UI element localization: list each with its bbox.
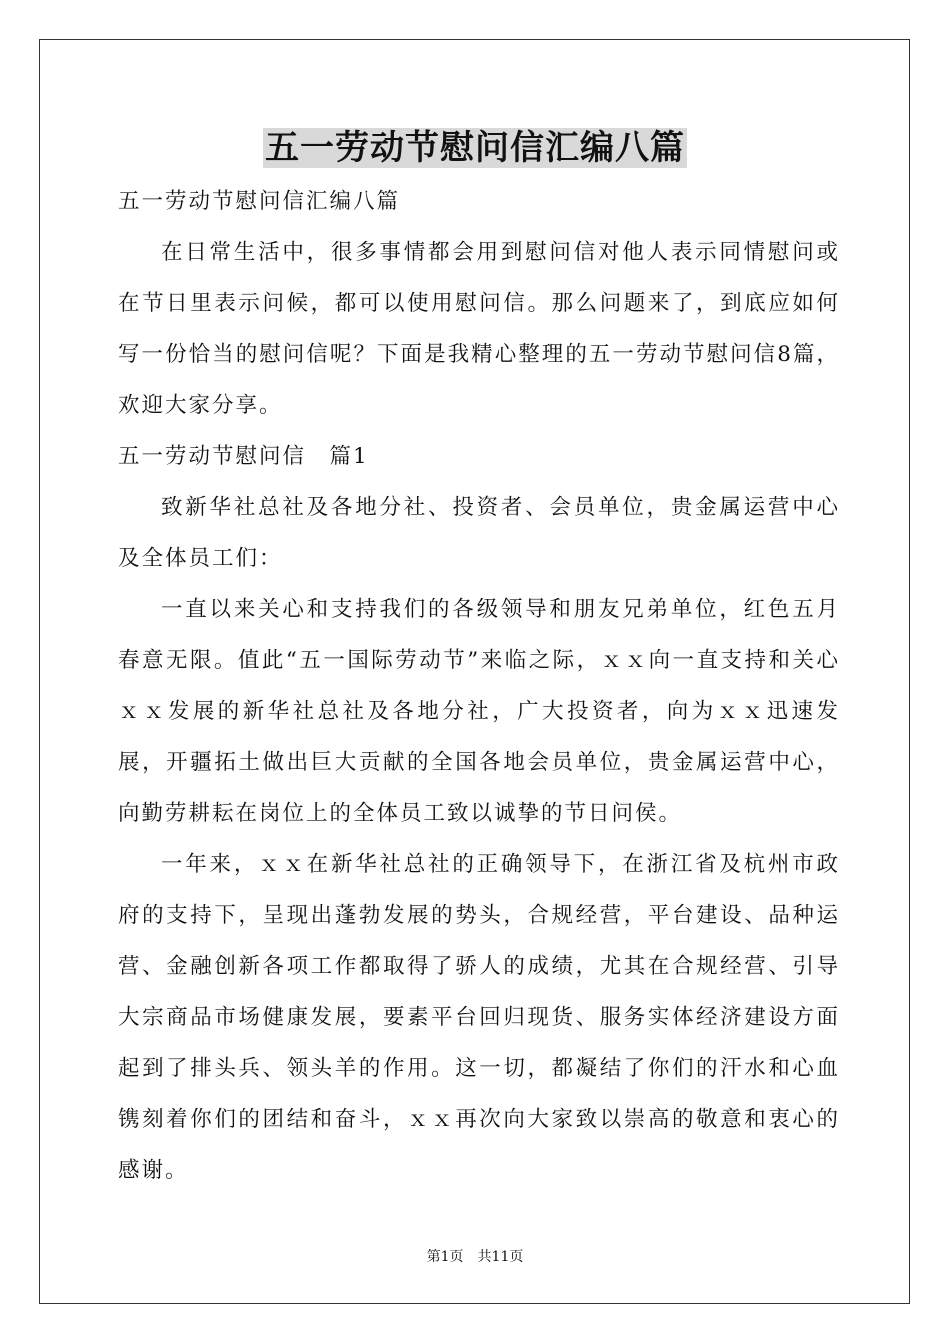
salutation-paragraph: 致新华社总社及各地分社、投资者、会员单位，贵金属运营中心及全体员工们：	[118, 495, 840, 571]
body-paragraph: 一直以来关心和支持我们的各级领导和朋友兄弟单位，红色五月春意无限。值此“五一国际劳动节”来临之际，ｘｘ向一直支持和关心ｘｘ发展的新华社总社及各地分社，广大投资者，向为ｘｘ迅速发展，开疆拓土做出巨大贡献的全国各地会员单位，贵金属运营中心，向勤劳耕耘在岗位上的全体员工致以诚挚的节日问侯。	[118, 597, 840, 826]
document-body	[118, 176, 840, 1196]
section-heading: 五一劳动节慰问信 篇1	[118, 444, 369, 469]
page-footer	[0, 1248, 950, 1266]
document-title	[0, 124, 950, 172]
intro-paragraph: 在日常生活中，很多事情都会用到慰问信对他人表示同情慰问或在节日里表示问候，都可以使用慰问信。那么问题来了，到底应如何写一份恰当的慰问信呢？下面是我精心整理的五一劳动节慰问信8篇，欢迎大家分享。	[118, 240, 840, 418]
page-number: 第1页 共11页	[426, 1249, 524, 1265]
body-paragraph: 一年来，ｘｘ在新华社总社的正确领导下，在浙江省及杭州市政府的支持下，呈现出蓬勃发展的势头，合规经营，平台建设、品种运营、金融创新各项工作都取得了骄人的成绩，尤其在合规经营、引导大宗商品市场健康发展，要素平台回归现货、服务实体经济建设方面起到了排头兵、领头羊的作用。这一切，都凝结了你们的汗水和心血镌刻着你们的团结和奋斗，ｘｘ再次向大家致以崇高的敬意和衷心的感谢。	[118, 852, 840, 1183]
subtitle-line: 五一劳动节慰问信汇编八篇	[118, 189, 401, 214]
document-title-text: 五一劳动节慰问信汇编八篇	[265, 128, 685, 168]
